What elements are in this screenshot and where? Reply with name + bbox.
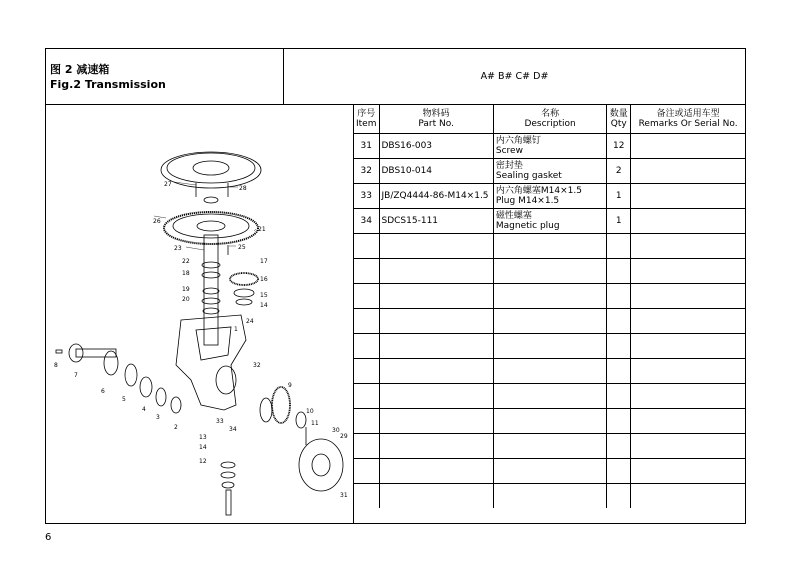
- empty-cell: [354, 233, 379, 258]
- empty-cell: [607, 383, 631, 408]
- callout-label: 22: [182, 258, 190, 265]
- cell-part-no: DBS10-014: [379, 158, 493, 183]
- empty-cell: [631, 358, 745, 383]
- empty-cell: [493, 283, 606, 308]
- empty-cell: [493, 233, 606, 258]
- empty-cell: [354, 258, 379, 283]
- table-row: [354, 158, 745, 183]
- empty-cell: [379, 433, 493, 458]
- callout-label: 5: [122, 396, 126, 403]
- callout-label: 23: [174, 245, 182, 252]
- empty-cell: [354, 283, 379, 308]
- empty-cell: [493, 433, 606, 458]
- callout-label: 18: [182, 270, 190, 277]
- table-row-empty: [354, 483, 745, 508]
- callout-label: 4: [142, 406, 146, 413]
- cell-remarks: [631, 208, 745, 233]
- cell-qty: 1: [607, 183, 631, 208]
- empty-cell: [607, 433, 631, 458]
- callout-label: 29: [340, 433, 348, 440]
- cell-description: 内六角螺钉 Screw: [493, 133, 606, 158]
- empty-cell: [379, 458, 493, 483]
- empty-cell: [607, 233, 631, 258]
- empty-cell: [631, 458, 745, 483]
- callout-label: 1: [234, 326, 238, 333]
- empty-cell: [379, 258, 493, 283]
- empty-cell: [631, 333, 745, 358]
- models-cell: [284, 49, 745, 105]
- empty-cell: [493, 308, 606, 333]
- callout-label: 6: [101, 388, 105, 395]
- callout-label: 30: [332, 427, 340, 434]
- empty-rows: [354, 233, 745, 508]
- callout-label: 2: [174, 424, 178, 431]
- exploded-view-drawing: [46, 105, 354, 524]
- cell-item: 33: [354, 183, 379, 208]
- table-row-empty: [354, 258, 745, 283]
- callout-label: 21: [258, 226, 266, 233]
- callout-label: 7: [74, 372, 78, 379]
- figure-title-cell: [46, 49, 284, 105]
- callout-label: 24: [246, 318, 254, 325]
- empty-cell: [493, 333, 606, 358]
- empty-cell: [354, 383, 379, 408]
- empty-cell: [354, 358, 379, 383]
- callout-label: 19: [182, 286, 190, 293]
- empty-cell: [631, 483, 745, 508]
- empty-cell: [607, 458, 631, 483]
- cell-part-no: SDCS15-111: [379, 208, 493, 233]
- table-row-empty: [354, 458, 745, 483]
- callout-label: 8: [54, 362, 58, 369]
- empty-cell: [354, 333, 379, 358]
- callout-label: 20: [182, 296, 190, 303]
- cell-item: 31: [354, 133, 379, 158]
- empty-cell: [493, 258, 606, 283]
- empty-cell: [607, 358, 631, 383]
- callout-label: 10: [306, 408, 314, 415]
- callout-label: 14: [260, 302, 268, 309]
- page-number: 6: [45, 532, 52, 543]
- cell-description: 内六角螺塞M14×1.5 Plug M14×1.5: [493, 183, 606, 208]
- empty-cell: [607, 408, 631, 433]
- cell-item: 34: [354, 208, 379, 233]
- cell-description: 密封垫 Sealing gasket: [493, 158, 606, 183]
- empty-cell: [379, 333, 493, 358]
- callout-label: 16: [260, 276, 268, 283]
- empty-cell: [354, 433, 379, 458]
- empty-cell: [631, 233, 745, 258]
- empty-cell: [379, 308, 493, 333]
- table-row-empty: [354, 308, 745, 333]
- empty-cell: [493, 458, 606, 483]
- empty-cell: [493, 383, 606, 408]
- callout-label: 9: [288, 382, 292, 389]
- cell-remarks: [631, 133, 745, 158]
- empty-cell: [631, 408, 745, 433]
- empty-cell: [631, 433, 745, 458]
- cell-item: 32: [354, 158, 379, 183]
- cell-remarks: [631, 183, 745, 208]
- empty-cell: [354, 483, 379, 508]
- empty-cell: [379, 483, 493, 508]
- parts-table: [354, 105, 745, 508]
- callout-label: 3: [156, 414, 160, 421]
- table-row-empty: [354, 333, 745, 358]
- callout-label: 34: [229, 426, 237, 433]
- empty-cell: [607, 308, 631, 333]
- table-row-empty: [354, 433, 745, 458]
- empty-cell: [354, 458, 379, 483]
- applicable-models: A# B# C# D#: [480, 71, 549, 82]
- cell-qty: 12: [607, 133, 631, 158]
- table-row-empty: [354, 358, 745, 383]
- callout-label: 13: [199, 434, 207, 441]
- callout-label: 14: [199, 444, 207, 451]
- empty-cell: [354, 408, 379, 433]
- table-row: [354, 183, 745, 208]
- empty-cell: [631, 308, 745, 333]
- empty-cell: [607, 283, 631, 308]
- empty-cell: [607, 258, 631, 283]
- empty-cell: [493, 483, 606, 508]
- table-row: [354, 208, 745, 233]
- cell-qty: 2: [607, 158, 631, 183]
- callout-label: 32: [253, 362, 261, 369]
- cell-remarks: [631, 158, 745, 183]
- callout-labels: [54, 181, 348, 499]
- col-header-qty: 数量 Qty: [607, 105, 631, 133]
- parts-page-frame: [45, 48, 746, 524]
- figure-title-cn: 图 2 减速箱: [50, 63, 110, 76]
- col-header-item: 序号 Item: [354, 105, 379, 133]
- empty-cell: [607, 483, 631, 508]
- callout-label: 28: [239, 185, 247, 192]
- empty-cell: [379, 283, 493, 308]
- callout-label: 25: [238, 244, 246, 251]
- callout-label: 31: [340, 492, 348, 499]
- callout-label: 12: [199, 458, 207, 465]
- callout-label: 27: [164, 181, 172, 188]
- callout-label: 26: [153, 218, 161, 225]
- empty-cell: [631, 383, 745, 408]
- empty-cell: [493, 358, 606, 383]
- table-row-empty: [354, 408, 745, 433]
- col-header-part-no: 物料码 Part No.: [379, 105, 493, 133]
- empty-cell: [379, 408, 493, 433]
- callout-label: 33: [216, 418, 224, 425]
- transmission-diagram: [46, 105, 352, 523]
- table-header-row: [354, 105, 745, 133]
- empty-cell: [379, 383, 493, 408]
- cell-part-no: JB/ZQ4444-86-M14×1.5: [379, 183, 493, 208]
- callout-label: 11: [311, 420, 319, 427]
- empty-cell: [631, 258, 745, 283]
- empty-cell: [631, 283, 745, 308]
- table-row: [354, 133, 745, 158]
- cell-qty: 1: [607, 208, 631, 233]
- empty-cell: [354, 308, 379, 333]
- empty-cell: [493, 408, 606, 433]
- empty-cell: [379, 358, 493, 383]
- table-row-empty: [354, 233, 745, 258]
- cell-description: 磁性螺塞 Magnetic plug: [493, 208, 606, 233]
- col-header-remarks: 备注或适用车型 Remarks Or Serial No.: [631, 105, 745, 133]
- figure-title-en: Fig.2 Transmission: [50, 78, 166, 91]
- cell-part-no: DBS16-003: [379, 133, 493, 158]
- callout-label: 15: [260, 292, 268, 299]
- empty-cell: [379, 233, 493, 258]
- empty-cell: [607, 333, 631, 358]
- col-header-description: 名称 Description: [493, 105, 606, 133]
- callout-label: 17: [260, 258, 268, 265]
- table-row-empty: [354, 383, 745, 408]
- table-row-empty: [354, 283, 745, 308]
